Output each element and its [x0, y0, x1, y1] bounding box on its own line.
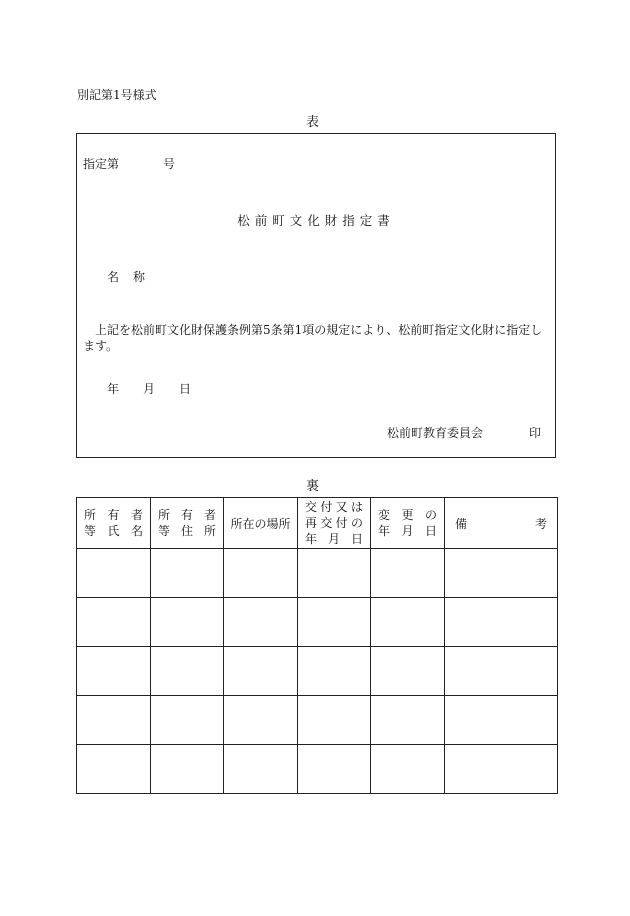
seal-mark: 印 — [529, 426, 542, 440]
table-cell[interactable] — [224, 647, 298, 696]
table-cell[interactable] — [371, 745, 445, 794]
table-row — [77, 647, 558, 696]
header-location: 所在の場所 — [224, 498, 298, 549]
header-owner-address: 所 有 者 等 住 所 — [151, 498, 224, 549]
designation-number — [83, 155, 175, 172]
table-cell[interactable] — [371, 598, 445, 647]
table-cell[interactable] — [151, 598, 224, 647]
header-issue-date: 交 付 又 は 再 交 付 の 年 月 日 — [298, 498, 371, 549]
register-body — [77, 549, 558, 794]
table-row — [77, 696, 558, 745]
table-cell[interactable] — [445, 598, 558, 647]
name-label — [107, 268, 145, 285]
form-number-label: 別記第1号様式 — [77, 88, 157, 102]
table-cell[interactable] — [77, 598, 151, 647]
header-change-date: 変 更 の 年 月 日 — [371, 498, 445, 549]
table-row — [77, 598, 558, 647]
table-cell[interactable] — [77, 696, 151, 745]
table-cell[interactable] — [298, 745, 371, 794]
front-side-heading: 表 — [306, 115, 320, 130]
change-register-table — [76, 497, 558, 794]
table-cell[interactable] — [224, 598, 298, 647]
table-cell[interactable] — [445, 647, 558, 696]
date-year: 年 — [107, 382, 120, 396]
table-cell[interactable] — [298, 647, 371, 696]
table-row — [77, 549, 558, 598]
table-cell[interactable] — [151, 696, 224, 745]
designation-prefix: 指定第 — [83, 157, 120, 171]
date-day: 日 — [179, 382, 192, 396]
table-cell[interactable] — [151, 549, 224, 598]
table-cell[interactable] — [224, 696, 298, 745]
date-line — [107, 380, 191, 397]
table-cell[interactable] — [224, 549, 298, 598]
table-cell[interactable] — [298, 549, 371, 598]
back-side-heading: 裏 — [306, 479, 320, 494]
table-cell[interactable] — [298, 696, 371, 745]
table-cell[interactable] — [371, 647, 445, 696]
date-month: 月 — [143, 382, 156, 396]
certificate-title: 松前町文化財指定書 — [237, 213, 395, 228]
name-label-char-2: 称 — [133, 270, 146, 284]
table-cell[interactable] — [77, 549, 151, 598]
table-cell[interactable] — [445, 696, 558, 745]
table-header-row — [77, 498, 558, 549]
table-row — [77, 745, 558, 794]
table-cell[interactable] — [445, 745, 558, 794]
table-cell[interactable] — [151, 647, 224, 696]
table-cell[interactable] — [77, 647, 151, 696]
table-cell[interactable] — [77, 745, 151, 794]
table-cell[interactable] — [371, 549, 445, 598]
issuing-committee: 松前町教育委員会 — [387, 426, 484, 440]
header-owner-name: 所 有 者 等 氏 名 — [77, 498, 151, 549]
header-remarks: 備 考 — [445, 498, 558, 549]
table-cell[interactable] — [151, 745, 224, 794]
table-cell[interactable] — [445, 549, 558, 598]
table-cell[interactable] — [371, 696, 445, 745]
certificate-front-box — [76, 133, 556, 458]
designation-suffix: 号 — [163, 157, 176, 171]
table-cell[interactable] — [224, 745, 298, 794]
designation-statement: 上記を松前町文化財保護条例第5条第1項の規定により、松前町指定文化財に指定します。 — [83, 323, 543, 353]
table-cell[interactable] — [298, 598, 371, 647]
name-label-char-1: 名 — [107, 270, 120, 284]
